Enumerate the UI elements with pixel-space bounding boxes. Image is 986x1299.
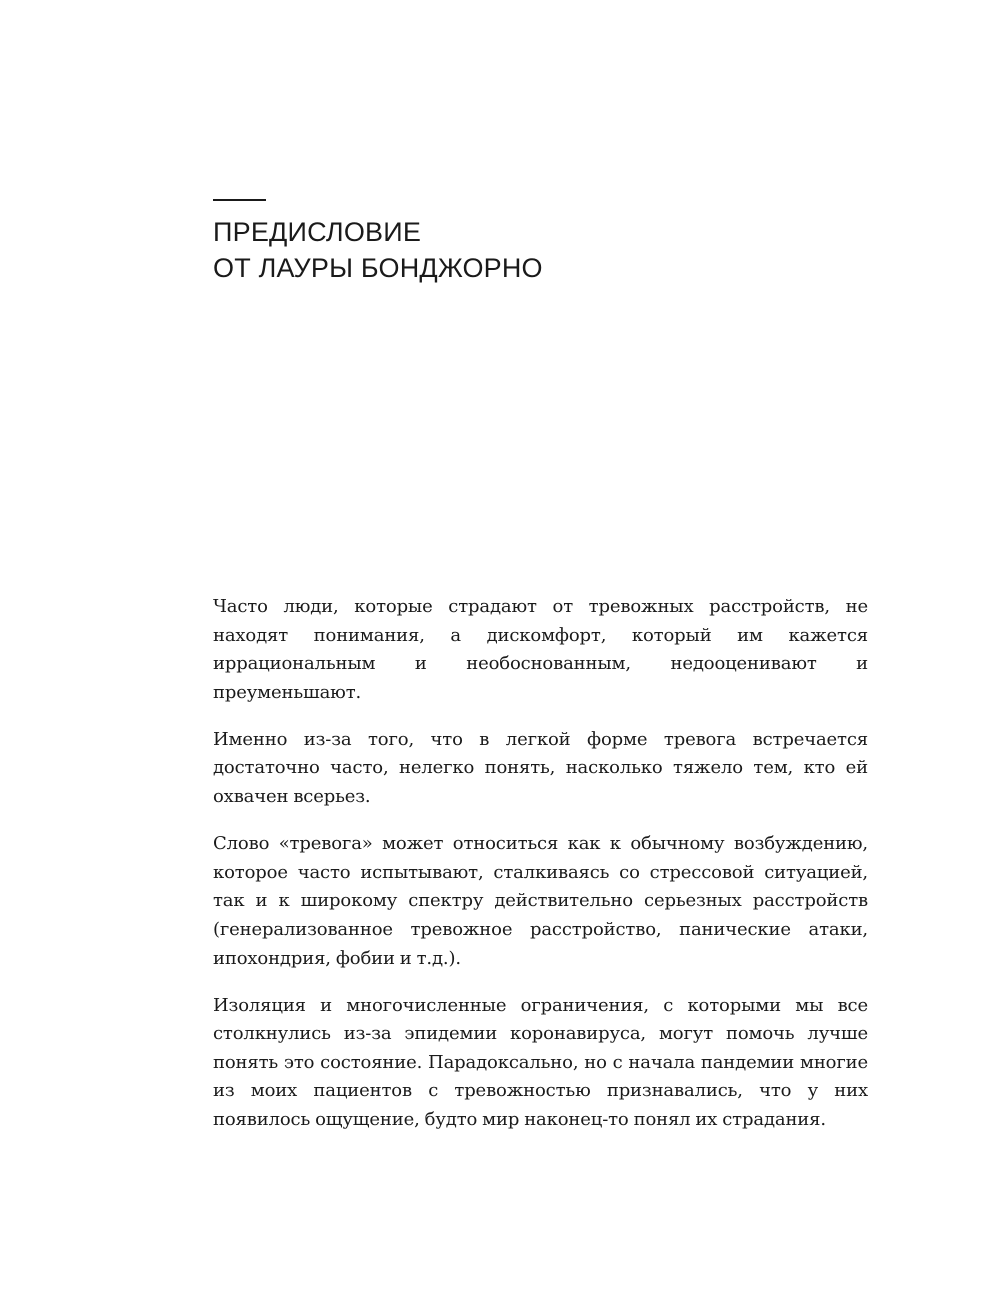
chapter-heading xyxy=(213,214,873,286)
paragraph-4: Изоляция и многочисленные ограничения, с которыми мы все столкнулись из-за эпидемии коронавируса, могут помочь лучше понять это состояние. Парадоксально, но с начала пандемии многие из моих пациентов с тревожностью признавались, что у них появилось ощущение, будто мир наконец-то понял их страдания. xyxy=(213,994,868,1130)
paragraph-2: Именно из-за того, что в легкой форме тревога встречается достаточно часто, нелегко понять, насколько тяжело тем, кто ей охвачен всерьез. xyxy=(213,728,868,808)
paragraph-3: Слово «тревога» может относиться как к обычному возбуждению, которое часто испытывают, сталкиваясь со стрессовой ситуацией, так и к широкому спектру действительно серьезных расстройств (генерализованное тревожное расстройство, панические атаки, ипохондрия, фобии и т.д.). xyxy=(213,833,868,969)
body-text xyxy=(213,593,868,1153)
chapter-heading-line-2: ОТ ЛАУРЫ БОНДЖОРНО xyxy=(213,253,543,283)
heading-rule xyxy=(213,199,266,201)
chapter-heading-line-1: ПРЕДИСЛОВИЕ xyxy=(213,217,422,247)
paragraph-1: Часто люди, которые страдают от тревожных расстройств, не находят понимания, а дискомфорт, который им кажется иррациональным и необоснованным, недооценивают и преуменьшают. xyxy=(213,596,868,703)
